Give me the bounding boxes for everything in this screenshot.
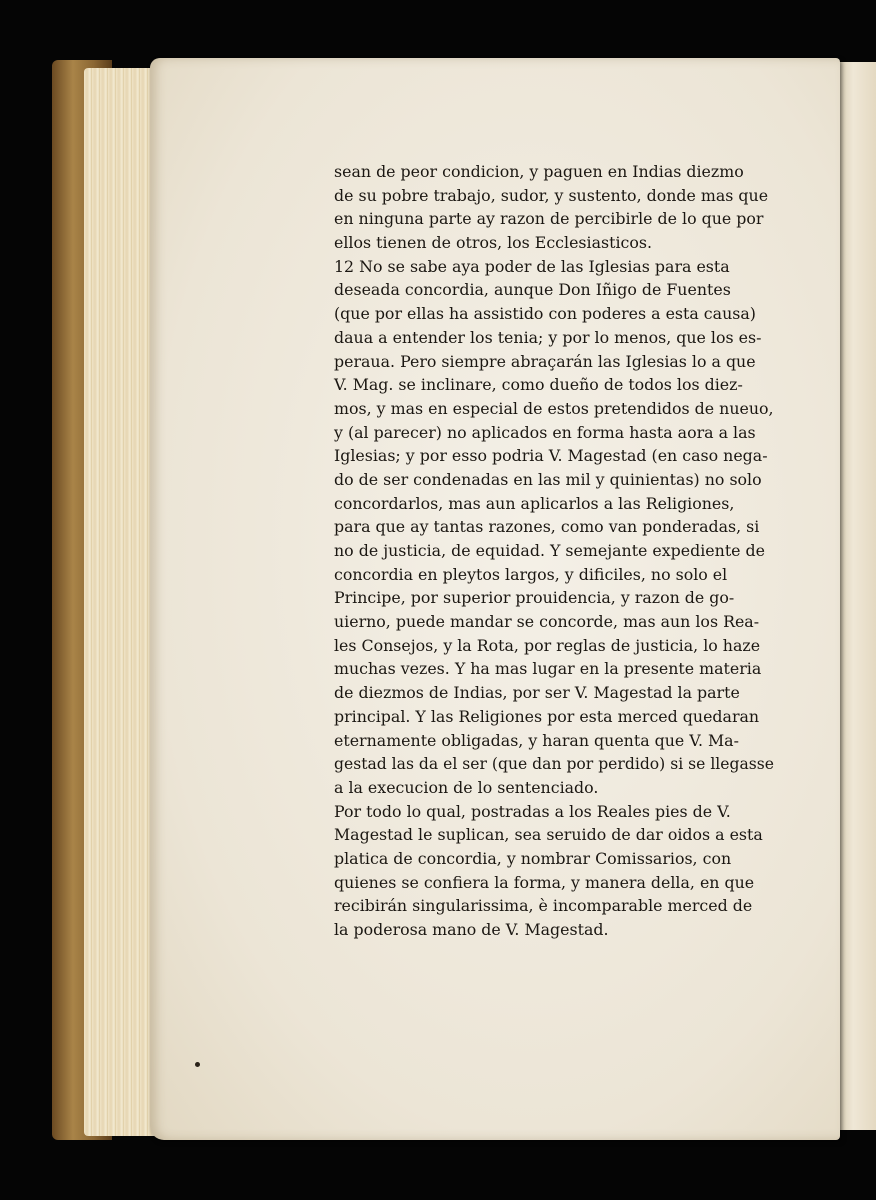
text-line: en ninguna parte ay razon de percibirle de lo que por xyxy=(334,209,764,229)
text-line: do de ser condenadas en las mil y quinientas) no solo xyxy=(334,469,762,489)
text-line: platica de concordia, y nombrar Comissarios, con xyxy=(334,848,732,868)
text-line: de su pobre trabajo, sudor, y sustento, donde mas que xyxy=(334,185,769,205)
text-line: Magestad le suplican, sea seruido de dar oidos a esta xyxy=(334,825,763,845)
page-text xyxy=(334,160,774,942)
text-line: V. Mag. se inclinare, como dueño de todos los diez- xyxy=(334,375,743,395)
text-line: deseada concordia, aunque Don Iñigo de Fuentes xyxy=(334,280,731,300)
text-line: concordarlos, mas aun aplicarlos a las Religiones, xyxy=(334,493,735,513)
text-line: Iglesias; y por esso podria V. Magestad (en caso nega- xyxy=(334,446,768,466)
ink-spot xyxy=(195,1062,200,1067)
text-line: concordia en pleytos largos, y dificiles, no solo el xyxy=(334,564,728,584)
text-line: quienes se confiera la forma, y manera della, en que xyxy=(334,872,755,892)
text-line: (que por ellas ha assistido con poderes a esta causa) xyxy=(334,304,756,324)
facing-page-edge xyxy=(838,62,876,1130)
text-line: gestad las da el ser (que dan por perdido) si se llegasse xyxy=(334,754,774,774)
text-line: recibirán singularissima, è incomparable merced de xyxy=(334,896,753,916)
text-line: daua a entender los tenia; y por lo menos, que los es- xyxy=(334,327,762,347)
text-line: para que ay tantas razones, como van ponderadas, si xyxy=(334,517,760,537)
text-line: sean de peor condicion, y paguen en Indias diezmo xyxy=(334,162,744,181)
text-line: y (al parecer) no aplicados en forma hasta aora a las xyxy=(334,422,756,442)
text-line: de diezmos de Indias, por ser V. Magestad la parte xyxy=(334,683,740,703)
text-line: Principe, por superior prouidencia, y razon de go- xyxy=(334,588,735,608)
text-line: la poderosa mano de V. Magestad. xyxy=(334,920,609,939)
text-line: muchas vezes. Y ha mas lugar en la presente materia xyxy=(334,659,762,679)
text-line: les Consejos, y la Rota, por reglas de justicia, lo haze xyxy=(334,635,761,655)
text-line: 12 No se sabe aya poder de las Iglesias para esta xyxy=(334,256,730,276)
text-line: principal. Y las Religiones por esta merced quedaran xyxy=(334,706,760,726)
text-line: ellos tienen de otros, los Ecclesiasticos. xyxy=(334,233,652,253)
text-line: Por todo lo qual, postradas a los Reales pies de V. xyxy=(334,801,731,821)
text-line: mos, y mas en especial de estos pretendidos de nueuo, xyxy=(334,398,774,418)
text-line: eternamente obligadas, y haran quenta que V. Ma- xyxy=(334,730,739,750)
text-line: uierno, puede mandar se concorde, mas aun los Rea- xyxy=(334,612,760,632)
text-line: no de justicia, de equidad. Y semejante expediente de xyxy=(334,541,766,560)
text-line: peraua. Pero siempre abraçarán las Iglesias lo a que xyxy=(334,351,756,371)
text-line: a la execucion de lo sentenciado. xyxy=(334,777,599,797)
